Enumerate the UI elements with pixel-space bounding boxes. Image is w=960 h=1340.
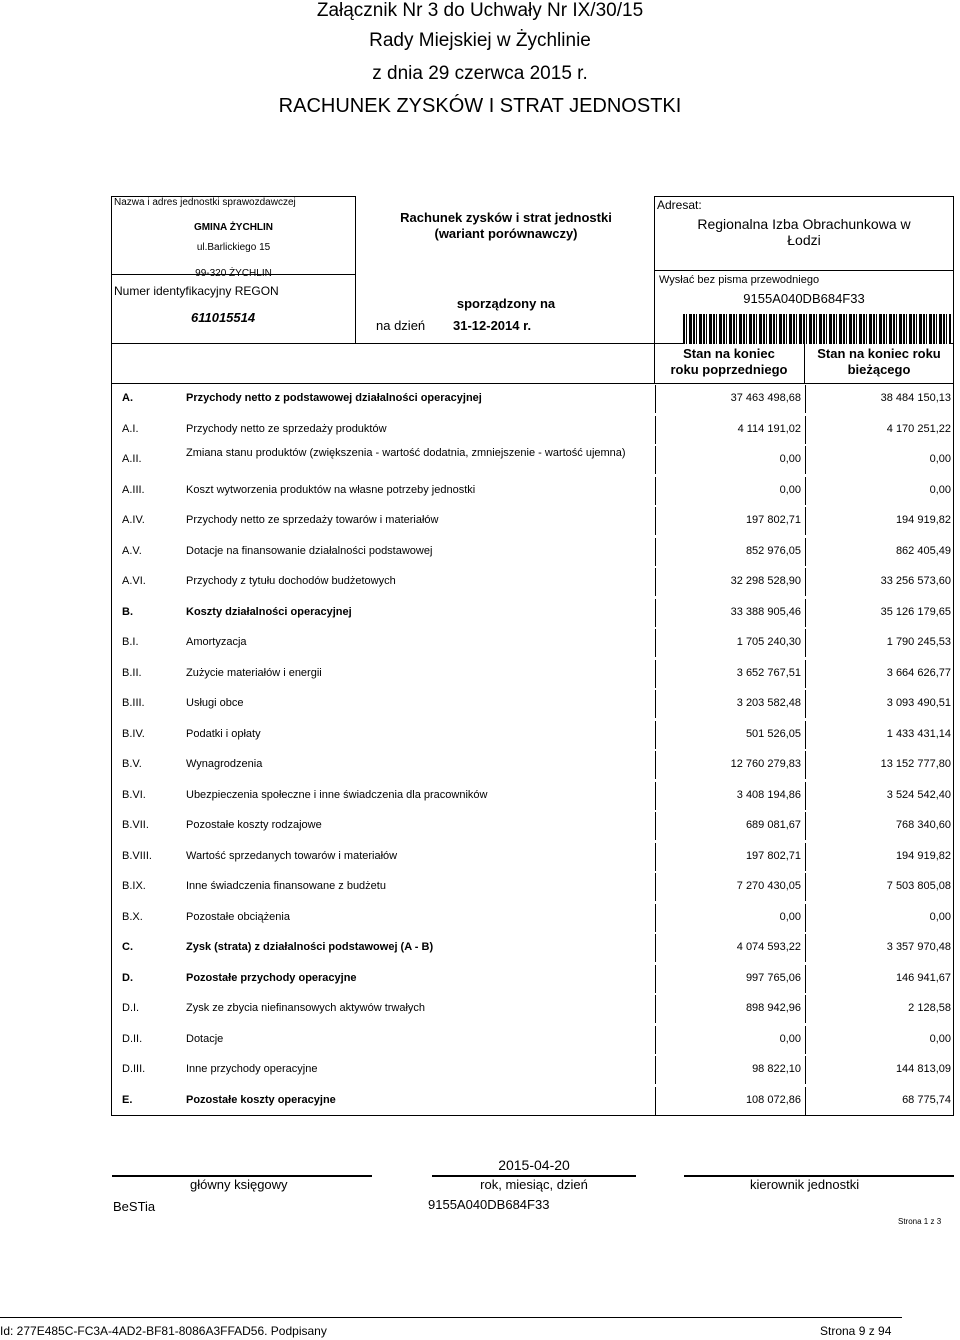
footer-id: Id: 277E485C-FC3A-4AD2-BF81-8086A3FFAD56. Podpisany	[0, 1324, 327, 1338]
row-value-current-year: 0,00	[929, 910, 951, 923]
table-row	[112, 416, 955, 444]
table-row	[112, 873, 955, 901]
cell-divider	[655, 1056, 656, 1084]
cell-divider	[655, 782, 656, 810]
row-value-previous-year: 898 942,96	[745, 1002, 801, 1014]
addressee-2: Łodzi	[787, 232, 821, 248]
report-title-2: (wariant porównawczy)	[434, 226, 578, 241]
row-code: D.	[122, 971, 133, 984]
row-value-previous-year: 12 760 279,83	[730, 758, 801, 770]
cell-divider	[655, 538, 656, 566]
regon-label: Numer identyfikacyjny REGON	[114, 284, 279, 298]
row-code: B.II.	[122, 666, 142, 679]
row-value-previous-year: 0,00	[779, 910, 801, 923]
table-row	[112, 660, 955, 688]
cell-divider	[805, 873, 806, 901]
cell-divider	[805, 690, 806, 718]
row-value-previous-year: 3 408 194,86	[736, 788, 801, 801]
cell-divider	[805, 599, 806, 627]
row-label: Dotacje	[186, 1032, 224, 1045]
entity-street: ul.Barlickiego 15	[196, 242, 271, 253]
cell-divider	[805, 1056, 806, 1084]
col1-header-1: Stan na koniec	[683, 346, 775, 361]
row-value-previous-year: 108 072,86	[745, 1093, 801, 1106]
cell-divider	[805, 843, 806, 871]
table-row	[112, 385, 955, 413]
row-value-previous-year: 197 802,71	[745, 514, 801, 526]
table-row	[112, 812, 955, 840]
table-row	[112, 782, 955, 810]
row-value-previous-year: 33 388 905,46	[730, 605, 801, 618]
page-title: RACHUNEK ZYSKÓW I STRAT JEDNOSTKI	[278, 95, 682, 117]
row-value-previous-year: 98 822,10	[752, 1063, 801, 1075]
table-row	[112, 1026, 955, 1054]
cell-divider	[805, 782, 806, 810]
row-code: D.III.	[122, 1063, 146, 1075]
col2-header-2: bieżącego	[847, 362, 911, 377]
row-value-current-year: 194 919,82	[895, 514, 951, 526]
row-value-current-year: 768 340,60	[895, 819, 951, 831]
row-code: A.	[122, 392, 133, 404]
entity-label: Nazwa i adres jednostki sprawozdawczej	[114, 197, 296, 208]
cell-divider	[655, 843, 656, 871]
col1-header-2: roku poprzedniego	[670, 362, 788, 377]
signature-date: 2015-04-20	[498, 1157, 570, 1173]
row-label: Pozostałe obciążenia	[186, 910, 290, 923]
row-code: A.II.	[122, 453, 142, 465]
cell-divider	[655, 965, 656, 993]
addressee-label: Adresat:	[657, 198, 702, 212]
row-code: A.V.	[122, 544, 142, 557]
table-row	[112, 538, 955, 566]
cell-divider	[655, 934, 656, 962]
software-name: BeSTia	[113, 1199, 156, 1214]
table-row	[112, 751, 955, 779]
cell-divider	[805, 477, 806, 505]
cell-divider	[655, 812, 656, 840]
row-label: Koszt wytworzenia produktów na własne potrzeby jednostki	[186, 483, 476, 496]
accountant-label: główny księgowy	[190, 1177, 288, 1192]
table-row	[112, 477, 955, 505]
cell-divider	[655, 904, 656, 932]
row-label: Zysk ze zbycia niefinansowych aktywów trwałych	[186, 1002, 426, 1014]
table-row	[112, 599, 955, 627]
table-row	[112, 904, 955, 932]
row-value-current-year: 13 152 777,80	[880, 758, 951, 770]
row-value-previous-year: 0,00	[779, 1032, 801, 1045]
cell-divider	[655, 1087, 656, 1115]
row-value-previous-year: 0,00	[779, 453, 801, 465]
table-row	[112, 507, 955, 535]
table-row	[112, 446, 955, 474]
row-code: D.I.	[122, 1002, 140, 1014]
cell-divider	[805, 568, 806, 596]
row-value-current-year: 862 405,49	[895, 544, 951, 557]
entity-name: GMINA ŻYCHLIN	[193, 222, 274, 233]
report-date: 31-12-2014 r.	[453, 318, 532, 333]
row-value-current-year: 0,00	[929, 1032, 951, 1045]
row-code: A.III.	[122, 483, 145, 496]
row-value-current-year: 194 919,82	[895, 849, 951, 862]
table-row	[112, 965, 955, 993]
row-code: B.VI.	[122, 788, 146, 801]
row-value-current-year: 1 790 245,53	[886, 636, 951, 648]
cell-divider	[655, 690, 656, 718]
report-form	[111, 196, 954, 1116]
row-value-current-year: 2 128,58	[908, 1002, 951, 1014]
row-label: Dotacje na finansowanie działalności podstawowej	[186, 544, 433, 557]
cell-divider	[805, 385, 806, 413]
cell-divider	[655, 416, 656, 444]
row-label: Zużycie materiałów i energii	[186, 666, 322, 679]
cell-divider	[655, 507, 656, 535]
table-row	[112, 843, 955, 871]
cell-divider	[805, 721, 806, 749]
row-value-previous-year: 37 463 498,68	[730, 392, 801, 404]
row-code: E.	[122, 1093, 133, 1106]
date-label: rok, miesiąc, dzień	[480, 1177, 588, 1192]
cell-divider	[805, 507, 806, 535]
row-code: D.II.	[122, 1032, 143, 1045]
addressee-divider	[654, 270, 954, 271]
row-value-previous-year: 689 081,67	[745, 819, 801, 831]
cell-divider	[805, 660, 806, 688]
cell-divider	[805, 904, 806, 932]
row-code: A.I.	[122, 422, 139, 435]
row-value-current-year: 3 524 542,40	[886, 788, 951, 801]
send-label: Wysłać bez pisma przewodniego	[659, 274, 820, 286]
row-label: Przychody netto z podstawowej działalności operacyjnej	[186, 392, 482, 404]
addressee-1: Regionalna Izba Obrachunkowa w	[697, 216, 911, 232]
row-value-current-year: 0,00	[929, 483, 951, 496]
table-row	[112, 1087, 955, 1115]
table-row	[112, 629, 955, 657]
row-label: Inne świadczenia finansowane z budżetu	[186, 880, 386, 892]
row-value-current-year: 1 433 431,14	[886, 727, 951, 740]
row-code: B.X.	[122, 910, 143, 923]
row-value-current-year: 7 503 805,08	[886, 880, 951, 892]
cell-divider	[655, 446, 656, 474]
signature-doc-code: 9155A040DB684F33	[428, 1197, 550, 1212]
row-value-previous-year: 501 526,05	[745, 727, 801, 740]
table-row	[112, 568, 955, 596]
row-value-current-year: 146 941,67	[895, 971, 951, 984]
report-title-1: Rachunek zysków i strat jednostki	[400, 210, 612, 225]
header-line-2: Rady Miejskiej w Żychlinie	[369, 30, 591, 51]
cell-divider	[805, 538, 806, 566]
row-value-current-year: 3 357 970,48	[886, 941, 951, 953]
cell-divider	[655, 599, 656, 627]
row-label: Koszty działalności operacyjnej	[186, 605, 352, 618]
cell-divider	[655, 751, 656, 779]
cell-divider	[805, 812, 806, 840]
table-row	[112, 1056, 955, 1084]
row-value-previous-year: 3 652 767,51	[736, 666, 801, 679]
row-code: C.	[122, 941, 133, 953]
cell-divider	[805, 751, 806, 779]
cell-divider	[655, 721, 656, 749]
row-label: Ubezpieczenia społeczne i inne świadczenia dla pracowników	[186, 788, 488, 801]
footer-page: Strona 9 z 94	[820, 1324, 892, 1338]
row-value-current-year: 0,00	[929, 453, 951, 465]
cell-divider	[655, 385, 656, 413]
cell-divider	[805, 934, 806, 962]
cell-divider	[805, 995, 806, 1023]
row-value-previous-year: 1 705 240,30	[736, 636, 801, 648]
row-value-current-year: 3 093 490,51	[886, 697, 951, 709]
cell-divider	[805, 1087, 806, 1115]
prepared-label: sporządzony na	[456, 296, 556, 311]
table-row	[112, 690, 955, 718]
row-value-previous-year: 4 114 191,02	[737, 422, 801, 435]
row-code: A.VI.	[122, 575, 146, 587]
table-row	[112, 934, 955, 962]
row-value-previous-year: 0,00	[779, 483, 801, 496]
row-value-current-year: 4 170 251,22	[886, 422, 951, 435]
regon-value: 611015514	[191, 310, 256, 325]
cell-divider	[805, 629, 806, 657]
col2-header-1: Stan na koniec roku	[817, 346, 941, 361]
cell-divider	[805, 965, 806, 993]
row-code: B.IV.	[122, 727, 145, 740]
row-code: A.IV.	[122, 514, 145, 526]
date-prefix: na dzień	[376, 318, 426, 333]
row-code: B.VIII.	[122, 849, 152, 862]
row-value-current-year: 3 664 626,77	[886, 666, 951, 679]
cell-divider	[655, 568, 656, 596]
row-value-previous-year: 197 802,71	[745, 849, 801, 862]
cell-divider	[655, 1026, 656, 1054]
row-code: B.IX.	[122, 880, 146, 892]
row-label: Przychody netto ze sprzedaży produktów	[186, 422, 387, 435]
row-label: Pozostałe koszty operacyjne	[186, 1093, 336, 1106]
row-value-previous-year: 997 765,06	[745, 971, 801, 984]
rows-container	[111, 384, 954, 1116]
row-label: Usługi obce	[186, 697, 244, 709]
form-page-number: Strona 1 z 3	[898, 1217, 942, 1226]
header-line-3: z dnia 29 czerwca 2015 r.	[372, 63, 588, 84]
doc-code: 9155A040DB684F33	[743, 291, 865, 306]
row-label: Inne przychody operacyjne	[186, 1063, 318, 1075]
row-label: Pozostałe przychody operacyjne	[186, 971, 357, 984]
row-code: B.III.	[122, 697, 145, 709]
table-row	[112, 721, 955, 749]
head-label: kierownik jednostki	[750, 1177, 860, 1192]
row-value-previous-year: 852 976,05	[745, 544, 801, 557]
barcode-icon	[683, 314, 951, 344]
header-line-1: Załącznik Nr 3 do Uchwały Nr IX/30/15	[316, 0, 644, 21]
row-value-current-year: 33 256 573,60	[880, 575, 951, 587]
row-value-previous-year: 7 270 430,05	[736, 880, 801, 892]
row-value-previous-year: 32 298 528,90	[730, 575, 801, 587]
entity-city: 99-320 ŻYCHLIN	[195, 268, 272, 279]
cell-divider	[655, 995, 656, 1023]
table-row	[112, 995, 955, 1023]
row-label: Przychody netto ze sprzedaży towarów i materiałów	[186, 514, 439, 526]
row-label: Pozostałe koszty rodzajowe	[186, 819, 322, 831]
cell-divider	[805, 446, 806, 474]
row-code: B.VII.	[122, 819, 149, 831]
cell-divider	[805, 416, 806, 444]
row-value-current-year: 68 775,74	[902, 1093, 951, 1106]
row-label: Zmiana stanu produktów (zwiększenia - wartość dodatnia, zmniejszenie - wartość ujemna)	[186, 447, 626, 459]
row-label: Amortyzacja	[186, 636, 247, 648]
row-value-previous-year: 3 203 582,48	[736, 697, 801, 709]
row-value-current-year: 35 126 179,65	[880, 605, 951, 618]
row-code: B.I.	[122, 636, 139, 648]
row-label: Zysk (strata) z działalności podstawowej (A - B)	[186, 941, 434, 953]
row-value-current-year: 144 813,09	[895, 1063, 951, 1075]
row-label: Wartość sprzedanych towarów i materiałów	[186, 849, 398, 862]
row-value-current-year: 38 484 150,13	[880, 392, 951, 404]
row-label: Wynagrodzenia	[186, 758, 263, 770]
cell-divider	[655, 660, 656, 688]
cell-divider	[805, 1026, 806, 1054]
cell-divider	[655, 477, 656, 505]
cell-divider	[655, 629, 656, 657]
row-code: B.V.	[122, 758, 142, 770]
cell-divider	[655, 873, 656, 901]
row-code: B.	[122, 605, 133, 618]
row-label: Podatki i opłaty	[186, 727, 261, 740]
row-value-previous-year: 4 074 593,22	[736, 941, 801, 953]
row-label: Przychody z tytułu dochodów budżetowych	[186, 575, 396, 587]
footer-rule	[0, 1317, 902, 1318]
